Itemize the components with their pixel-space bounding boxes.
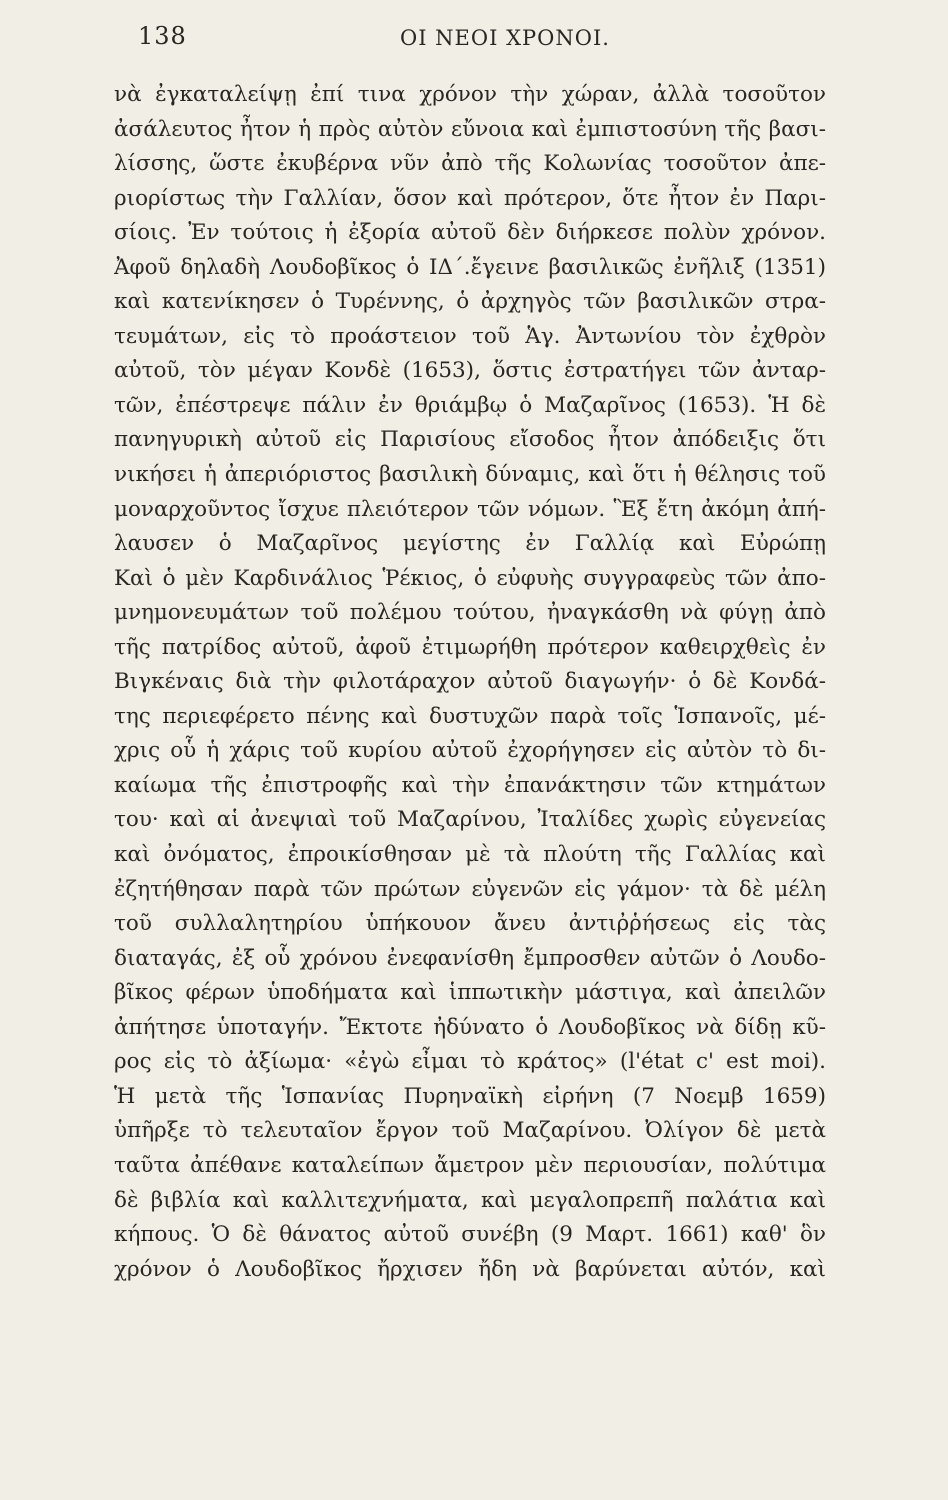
text-line: λίσσης, ὥστε ἐκυβέρνα νῦν ἀπὸ τῆς Κολωνίας τοσοῦτον ἀπε- bbox=[114, 151, 826, 177]
text-line: μοναρχοῦντος ἴσχυε πλειότερον τῶν νόμων. Ἓξ ἔτη ἀκόμη ἀπή- bbox=[114, 496, 826, 522]
text-line: ὑπῆρξε τὸ τελευταῖον ἔργον τοῦ Μαζαρίνου. Ὀλίγον δὲ μετὰ bbox=[114, 1118, 826, 1144]
text-line: μνημονευμάτων τοῦ πολέμου τούτου, ἠναγκάσθη νὰ φύγῃ ἀπὸ bbox=[114, 600, 826, 626]
text-line: διαταγάς, ἐξ οὗ χρόνου ἐνεφανίσθη ἔμπροσθεν αὐτῶν ὁ Λουδο- bbox=[114, 945, 826, 971]
text-line: Ἡ μετὰ τῆς Ἱσπανίας Πυρηναϊκὴ εἰρήνη (7 Νοεμβ 1659) bbox=[114, 1083, 826, 1109]
text-line: ρος εἰς τὸ ἀξίωμα· «ἐγὼ εἶμαι τὸ κράτος» (l'état c' est moi). bbox=[114, 1049, 826, 1075]
text-line: του· καὶ αἱ ἀνεψιαὶ τοῦ Μαζαρίνου, Ἰταλίδες χωρὶς εὐγενείας bbox=[114, 807, 826, 833]
text-line: κήπους. Ὁ δὲ θάνατος αὐτοῦ συνέβη (9 Μαρτ. 1661) καθ' ὃν bbox=[114, 1222, 826, 1248]
text-line: σίοις. Ἐν τούτοις ἡ ἐξορία αὐτοῦ δὲν διήρκεσε πολὺν χρόνον. bbox=[114, 220, 826, 246]
text-line: νικήσει ἡ ἀπεριόριστος βασιλικὴ δύναμις, καὶ ὅτι ἡ θέλησις τοῦ bbox=[114, 462, 826, 488]
text-line: δὲ βιβλία καὶ καλλιτεχνήματα, καὶ μεγαλοπρεπῆ παλάτια καὶ bbox=[114, 1187, 826, 1213]
text-line: ἐζητήθησαν παρὰ τῶν πρώτων εὐγενῶν εἰς γάμον· τὰ δὲ μέλη bbox=[114, 876, 826, 902]
page-number: 138 bbox=[138, 22, 187, 50]
text-line: νὰ ἐγκαταλείψῃ ἐπί τινα χρόνον τὴν χώραν, ἀλλὰ τοσοῦτον bbox=[114, 82, 826, 107]
text-line: Καὶ ὁ μὲν Καρδινάλιος Ῥέκιος, ὁ εὐφυὴς συγγραφεὺς τῶν ἀπο- bbox=[114, 565, 826, 591]
text-line: καίωμα τῆς ἐπιστροφῆς καὶ τὴν ἐπανάκτησιν τῶν κτημάτων bbox=[114, 772, 826, 798]
text-line: τοῦ συλλαλητηρίου ὑπήκουον ἄνευ ἀντιῤῥήσεως εἰς τὰς bbox=[114, 911, 826, 937]
text-line: πανηγυρικὴ αὐτοῦ εἰς Παρισίους εἴσοδος ἦτον ἀπόδειξις ὅτι bbox=[114, 427, 826, 453]
text-line: καὶ ὀνόματος, ἐπροικίσθησαν μὲ τὰ πλούτη τῆς Γαλλίας καὶ bbox=[114, 842, 826, 868]
text-line: λαυσεν ὁ Μαζαρῖνος μεγίστης ἐν Γαλλίᾳ καὶ Εὐρώπῃ bbox=[114, 531, 826, 557]
text-line: χρόνον ὁ Λουδοβῖκος ἤρχισεν ἤδη νὰ βαρύνεται αὐτόν, καὶ bbox=[114, 1256, 826, 1282]
body-text bbox=[114, 78, 826, 1287]
text-line: ἀπήτησε ὑποταγήν. Ἔκτοτε ἠδύνατο ὁ Λουδοβῖκος νὰ δίδῃ κῦ- bbox=[114, 1014, 826, 1040]
running-head: ΟΙ ΝΕΟΙ ΧΡΟΝΟΙ. bbox=[400, 26, 610, 50]
text-line: ἀσάλευτος ἦτον ἡ πρὸς αὐτὸν εὔνοια καὶ ἐμπιστοσύνη τῆς βασι- bbox=[114, 116, 826, 142]
text-line: ταῦτα ἀπέθανε καταλείπων ἄμετρον μὲν περιουσίαν, πολύτιμα bbox=[114, 1152, 826, 1178]
text-line: βῖκος φέρων ὑποδήματα καὶ ἱππωτικὴν μάστιγα, καὶ ἀπειλῶν bbox=[114, 980, 826, 1006]
text-line: ριορίστως τὴν Γαλλίαν, ὅσον καὶ πρότερον, ὅτε ἦτον ἐν Παρι- bbox=[114, 185, 826, 211]
text-line: καὶ κατενίκησεν ὁ Τυρέννης, ὁ ἀρχηγὸς τῶν βασιλικῶν στρα- bbox=[114, 289, 826, 315]
text-line: τευμάτων, εἰς τὸ προάστειον τοῦ Ἁγ. Ἀντωνίου τὸν ἐχθρὸν bbox=[114, 323, 826, 349]
text-line: τῆς πατρίδος αὐτοῦ, ἀφοῦ ἐτιμωρήθη πρότερον καθειρχθεὶς ἐν bbox=[114, 634, 826, 660]
text-line: αὐτοῦ, τὸν μέγαν Κονδὲ (1653), ὅστις ἐστρατήγει τῶν ἀνταρ- bbox=[114, 358, 826, 384]
text-line: της περιεφέρετο πένης καὶ δυστυχῶν παρὰ τοῖς Ἱσπανοῖς, μέ- bbox=[114, 703, 826, 729]
text-line: χρις οὗ ἡ χάρις τοῦ κυρίου αὐτοῦ ἐχορήγησεν εἰς αὐτὸν τὸ δι- bbox=[114, 738, 826, 764]
text-line: Βιγκέναις διὰ τὴν φιλοτάραχον αὐτοῦ διαγωγήν· ὁ δὲ Κονδά- bbox=[114, 669, 826, 695]
text-line: τῶν, ἐπέστρεψε πάλιν ἐν θριάμβῳ ὁ Μαζαρῖνος (1653). Ἡ δὲ bbox=[114, 392, 826, 418]
text-line: Ἀφοῦ δηλαδὴ Λουδοβῖκος ὁ ΙΔ΄.ἔγεινε βασιλικῶς ἐνῆλιξ (1351) bbox=[114, 254, 826, 280]
